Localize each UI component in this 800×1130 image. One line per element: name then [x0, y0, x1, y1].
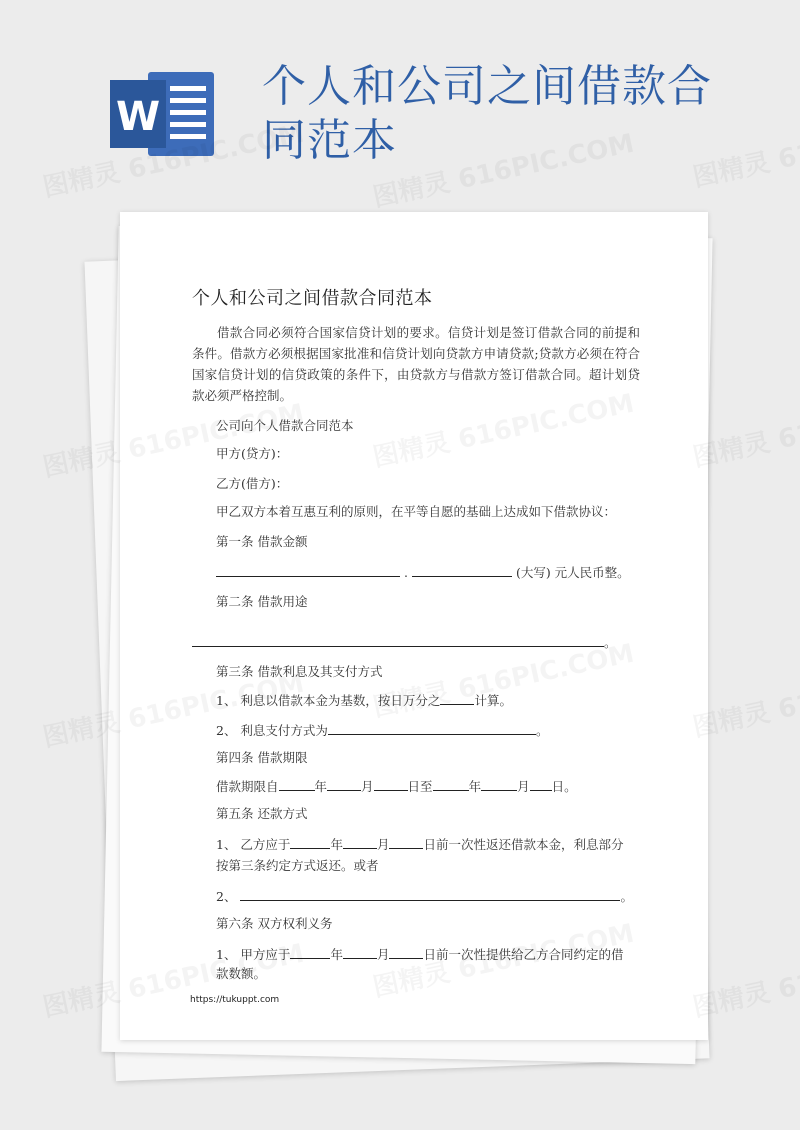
article-5-item-1 — [216, 834, 623, 853]
amount-suffix: (大写) 元人民币整。 — [515, 565, 630, 580]
article-2-heading: 第二条 借款用途 — [216, 594, 308, 609]
word-document-icon — [108, 68, 216, 160]
article-2-purpose-line — [192, 632, 617, 651]
amount-blank — [216, 562, 400, 577]
article-3-item-1 — [216, 690, 512, 709]
article-3-heading: 第三条 借款利息及其支付方式 — [216, 664, 383, 679]
year-label-2: 年 — [468, 779, 482, 794]
repay-day-blank — [389, 834, 423, 849]
interest-rate-suffix: 计算。 — [474, 693, 512, 708]
interest-rate-blank — [440, 690, 474, 705]
item-2-number: 2、 — [216, 889, 237, 904]
article-4-heading: 第四条 借款期限 — [216, 750, 308, 765]
article-1-heading: 第一条 借款金额 — [216, 534, 308, 549]
article-6-heading: 第六条 双方权利义务 — [216, 916, 333, 931]
amount-separator: . — [403, 565, 408, 580]
party-b-label: 乙方(借方)： — [216, 476, 289, 491]
month-label: 月 — [361, 779, 374, 794]
payment-method-text: 2、 利息支付方式为 — [216, 723, 328, 738]
article-6-item-1 — [216, 944, 623, 963]
contract-subtitle: 公司向个人借款合同范本 — [216, 418, 354, 433]
lender-year-label: 年 — [330, 947, 343, 962]
repay-text: 日前一次性返还借款本金，利息部分 — [423, 837, 624, 852]
end-year-blank — [433, 776, 469, 791]
lender-month-blank — [343, 944, 377, 959]
end-day-blank — [530, 776, 552, 791]
lender-month-label: 月 — [376, 947, 390, 962]
start-day-blank — [374, 776, 408, 791]
lender-year-blank — [290, 944, 330, 959]
repay-month-blank — [343, 834, 377, 849]
repay-prefix: 1、 乙方应于 — [216, 837, 291, 852]
payment-method-blank — [328, 720, 536, 735]
item-2-period: 。 — [620, 889, 633, 904]
lender-text: 日前一次性提供给乙方合同约定的借 — [423, 947, 624, 962]
article-1-amount-line — [216, 562, 630, 581]
year-label: 年 — [314, 779, 328, 794]
alternative-repay-blank — [240, 886, 620, 901]
amount-words-blank — [412, 562, 512, 577]
page-title: 个人和公司之间借款合同范本 — [262, 61, 712, 166]
preamble-text: 甲乙双方本着互惠互利的原则，在平等自愿的基础上达成如下借款协议： — [216, 504, 617, 519]
article-4-period-line — [216, 776, 577, 795]
day-end-label: 日。 — [551, 779, 577, 794]
purpose-period: 。 — [604, 635, 617, 650]
svg-text:W: W — [115, 94, 161, 140]
article-6-item-1-cont: 款数额。 — [216, 966, 267, 981]
day-to-label: 日至 — [407, 779, 433, 794]
interest-rate-text: 1、 利息以借款本金为基数，按日万分之 — [216, 693, 441, 708]
purpose-blank — [192, 632, 604, 647]
month-label-2: 月 — [517, 779, 530, 794]
document-page — [120, 212, 708, 1040]
article-5-item-1-cont: 按第三条约定方式返还。或者 — [216, 858, 379, 873]
lender-prefix: 1、 甲方应于 — [216, 947, 291, 962]
footer-url: https://tukuppt.com — [190, 995, 280, 1005]
document-title: 个人和公司之间借款合同范本 — [192, 288, 433, 309]
end-month-blank — [481, 776, 517, 791]
article-5-heading: 第五条 还款方式 — [216, 806, 308, 821]
intro-paragraph: 借款合同必须符合国家信贷计划的要求。信贷计划是签订借款合同的前提和条件。借款方必须根据国家批准和信贷计划向贷款方申请贷款;贷款方必须在符合国家信贷计划的信贷政策的条件下，由贷款方与借款方签订借款合同。超计划贷款必须严格控制。 — [192, 325, 640, 403]
repay-year-blank — [290, 834, 330, 849]
repay-year-label: 年 — [330, 837, 343, 852]
start-year-blank — [279, 776, 315, 791]
payment-method-period: 。 — [535, 723, 549, 738]
article-3-item-2 — [216, 720, 548, 739]
lender-day-blank — [389, 944, 423, 959]
party-a-label: 甲方(贷方)： — [216, 446, 289, 461]
article-5-item-2 — [216, 886, 633, 905]
start-month-blank — [327, 776, 361, 791]
repay-month-label: 月 — [376, 837, 390, 852]
period-prefix: 借款期限自 — [216, 779, 279, 794]
